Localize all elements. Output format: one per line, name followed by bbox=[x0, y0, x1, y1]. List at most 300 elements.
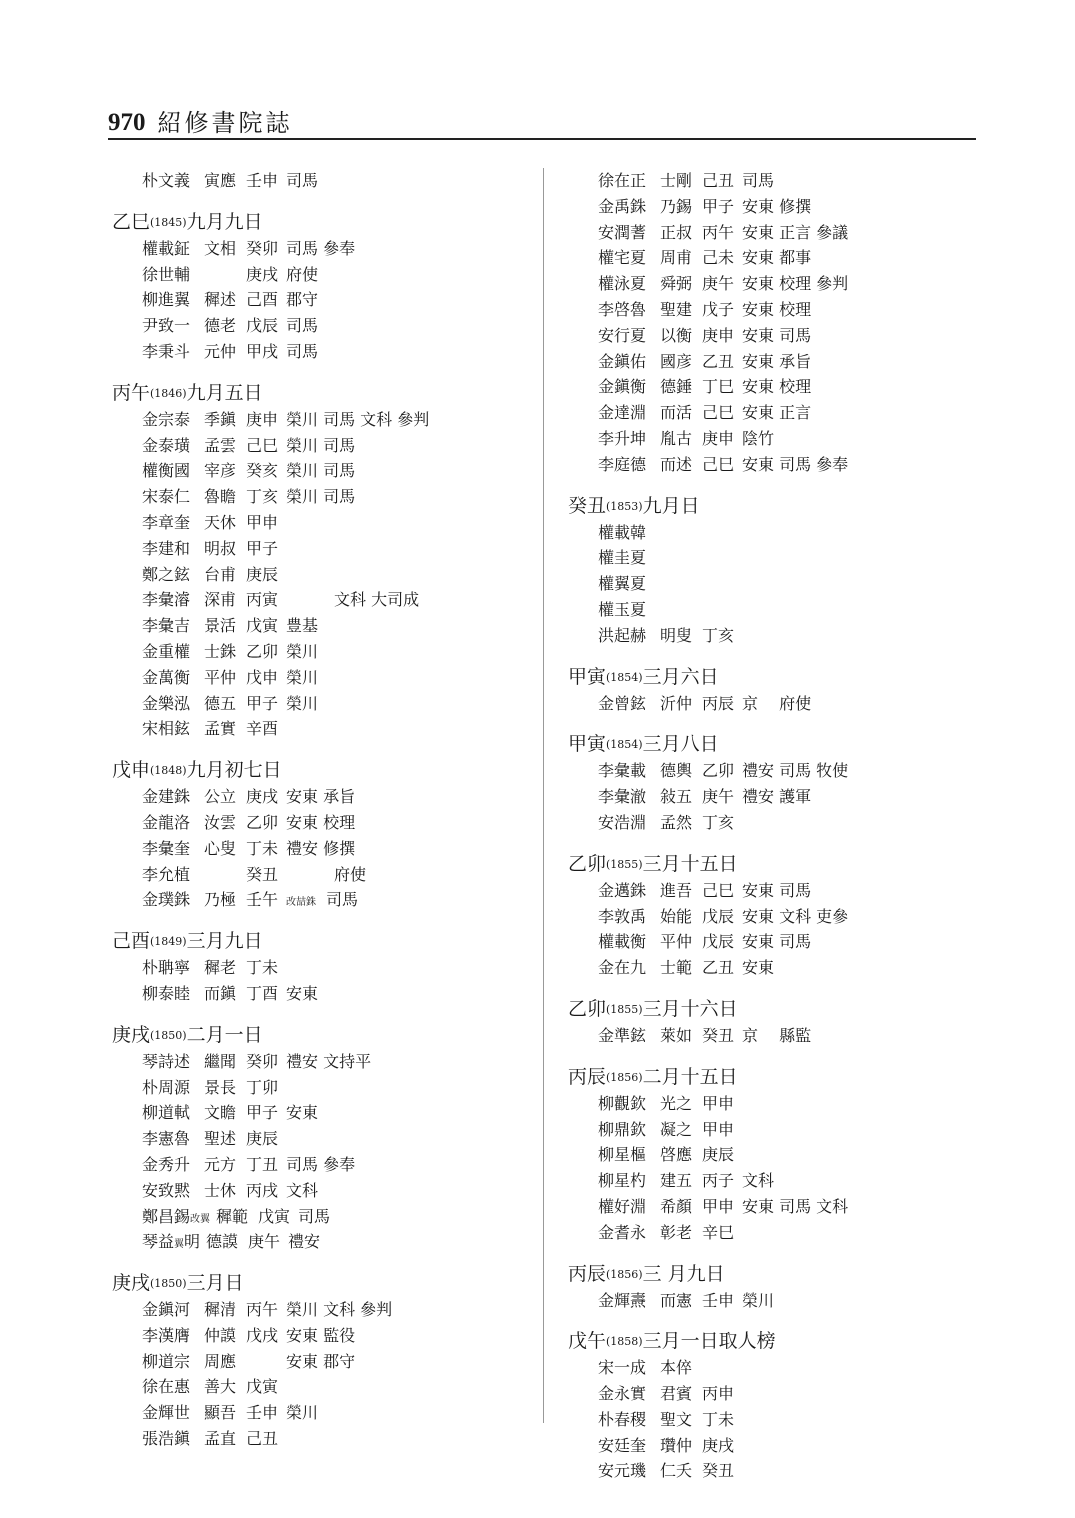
name-text: 朴聃寧 bbox=[142, 958, 191, 978]
birth-year: 乙丑 bbox=[702, 351, 735, 371]
courtesy-name: 深甫 bbox=[204, 590, 237, 610]
courtesy-name: 魯瞻 bbox=[204, 487, 237, 507]
birth-year: 戊寅 bbox=[246, 1377, 279, 1397]
entry-row bbox=[568, 929, 988, 955]
section-heading bbox=[112, 756, 532, 784]
courtesy-name: 凝之 bbox=[660, 1119, 693, 1139]
entry-row bbox=[568, 1220, 988, 1246]
birth-year: 庚戌 bbox=[702, 1435, 735, 1455]
name-text: 洪起赫 bbox=[598, 625, 647, 645]
section-heading bbox=[112, 208, 532, 236]
person-name bbox=[142, 1400, 204, 1426]
entry-row bbox=[568, 1091, 988, 1117]
courtesy-name: 而憲 bbox=[660, 1290, 693, 1310]
name-text: 權衡國 bbox=[142, 461, 191, 481]
person-name bbox=[142, 433, 204, 459]
birth-year: 戊戌 bbox=[246, 1325, 279, 1345]
name-text: 柳道軾 bbox=[142, 1103, 191, 1123]
person-name bbox=[142, 1349, 204, 1375]
entry-details: 司馬 bbox=[742, 171, 775, 190]
name-text: 金鎭河 bbox=[142, 1300, 191, 1320]
entry-row bbox=[568, 1288, 988, 1314]
person-name bbox=[142, 236, 204, 262]
birth-year: 丁亥 bbox=[246, 487, 279, 507]
courtesy-name: 穉清 bbox=[204, 1300, 237, 1320]
birth-year: 丙午 bbox=[246, 1300, 279, 1320]
name-text: 金準鉉 bbox=[598, 1025, 647, 1045]
entry-details: 豊基 bbox=[286, 616, 319, 636]
name-text: 張浩鎭 bbox=[142, 1429, 191, 1449]
section-heading bbox=[568, 492, 988, 520]
entry-details: 安東 司馬 文科 bbox=[742, 1196, 849, 1216]
person-name bbox=[142, 1178, 204, 1204]
name-text: 柳道宗 bbox=[142, 1351, 191, 1371]
birth-year: 己丑 bbox=[246, 1429, 279, 1449]
entry-row bbox=[112, 339, 532, 365]
entry-details: 榮川 bbox=[286, 1403, 319, 1423]
birth-year: 庚申 bbox=[246, 409, 279, 429]
heading-ganzhi: 甲寅 bbox=[568, 665, 607, 688]
name-text: 金璞銖 bbox=[142, 890, 191, 910]
entry-row bbox=[568, 168, 988, 194]
exam-section bbox=[568, 492, 988, 649]
section-heading bbox=[112, 1021, 532, 1049]
entry-details: 文科 bbox=[742, 1171, 775, 1191]
name-text: 宋一成 bbox=[598, 1358, 647, 1378]
courtesy-name: 周應 bbox=[204, 1351, 237, 1371]
heading-ganzhi: 丙辰 bbox=[568, 1065, 607, 1088]
exam-section bbox=[112, 208, 532, 365]
courtesy-name: 乃極 bbox=[204, 890, 237, 910]
birth-year: 庚午 bbox=[248, 1232, 281, 1252]
entry-row bbox=[112, 1349, 532, 1375]
name-text: 柳泰睦 bbox=[142, 983, 191, 1003]
entry-details: 安東 bbox=[286, 983, 319, 1003]
birth-year: 戊寅 bbox=[258, 1206, 291, 1226]
heading-year: (1846) bbox=[150, 386, 187, 400]
name-text: 李彙濬 bbox=[142, 590, 191, 610]
entry-details: 榮川 bbox=[286, 641, 319, 661]
entry-details: 榮川 bbox=[742, 1290, 775, 1310]
person-name bbox=[142, 665, 204, 691]
person-name bbox=[598, 878, 660, 904]
heading-ganzhi: 己酉 bbox=[112, 930, 151, 953]
entry-row bbox=[112, 587, 532, 613]
person-name bbox=[142, 1204, 210, 1233]
entry-details: 司馬 bbox=[298, 1206, 331, 1226]
section-heading bbox=[568, 730, 988, 758]
entry-row bbox=[112, 407, 532, 433]
exam-section bbox=[568, 663, 988, 717]
entry-row bbox=[568, 452, 988, 478]
person-name bbox=[142, 810, 204, 836]
name-text: 琴詩述 bbox=[142, 1051, 191, 1071]
courtesy-name: 明叟 bbox=[660, 625, 693, 645]
heading-year: (1849) bbox=[150, 935, 187, 949]
name-text: 金鎭佑 bbox=[598, 351, 647, 371]
courtesy-name: 孟雲 bbox=[204, 435, 237, 455]
person-name bbox=[142, 1126, 204, 1152]
courtesy-name: 建五 bbox=[660, 1171, 693, 1191]
exam-section bbox=[568, 995, 988, 1049]
person-name bbox=[142, 1100, 204, 1126]
birth-year: 癸丑 bbox=[702, 1461, 735, 1481]
column-divider bbox=[543, 168, 544, 1423]
entry-details: 禮安 司馬 牧使 bbox=[742, 761, 849, 781]
courtesy-name: 本倅 bbox=[660, 1358, 693, 1378]
name-change-note: 改喆銖 bbox=[286, 897, 316, 909]
entry-details: 安東 司馬 參奉 bbox=[742, 454, 849, 474]
courtesy-name: 宰彦 bbox=[204, 461, 237, 481]
courtesy-name: 孟實 bbox=[204, 719, 237, 739]
entry-row bbox=[112, 1100, 532, 1126]
birth-year: 戊子 bbox=[702, 299, 735, 319]
birth-year: 乙卯 bbox=[702, 761, 735, 781]
courtesy-name: 明叔 bbox=[204, 538, 237, 558]
entry-details: 安東 監役 bbox=[286, 1325, 356, 1345]
person-name bbox=[142, 691, 204, 717]
entry-row bbox=[112, 716, 532, 742]
person-name bbox=[598, 1023, 660, 1049]
exam-section bbox=[568, 850, 988, 981]
entry-row bbox=[112, 810, 532, 836]
entry-row bbox=[568, 194, 988, 220]
courtesy-name: 景長 bbox=[204, 1077, 237, 1097]
entry-details: 安東 校理 bbox=[286, 812, 356, 832]
person-name bbox=[598, 1288, 660, 1314]
name-text: 朴周源 bbox=[142, 1077, 191, 1097]
heading-date: 二月十五日 bbox=[642, 1065, 738, 1088]
entry-row bbox=[112, 1178, 532, 1204]
name-text: 金秀升 bbox=[142, 1154, 191, 1174]
name-text: 李啓魯 bbox=[598, 299, 647, 319]
entry-row bbox=[112, 1152, 532, 1178]
person-name bbox=[598, 1458, 660, 1484]
entry-row bbox=[568, 1433, 988, 1459]
birth-year: 乙卯 bbox=[246, 812, 279, 832]
entry-details: 安東 司馬 bbox=[742, 880, 812, 900]
entry-row bbox=[568, 1381, 988, 1407]
entry-row bbox=[568, 1355, 988, 1381]
entry-row bbox=[568, 271, 988, 297]
person-name bbox=[598, 1220, 660, 1246]
birth-year: 戊辰 bbox=[702, 932, 735, 952]
entry-row bbox=[112, 562, 532, 588]
birth-year: 壬申 bbox=[246, 171, 279, 190]
courtesy-name: 士休 bbox=[204, 1180, 237, 1200]
name-text: 金永實 bbox=[598, 1384, 647, 1404]
entry-row bbox=[568, 545, 988, 571]
courtesy-name: 寅應 bbox=[204, 171, 237, 190]
name-text: 金曾鉉 bbox=[598, 693, 647, 713]
person-name bbox=[598, 323, 660, 349]
birth-year: 丁未 bbox=[246, 838, 279, 858]
entry-row bbox=[568, 571, 988, 597]
entry-row bbox=[112, 862, 532, 888]
birth-year: 丙辰 bbox=[702, 693, 735, 713]
birth-year: 丁卯 bbox=[246, 1077, 279, 1097]
entry-row bbox=[568, 597, 988, 623]
person-name bbox=[142, 1229, 200, 1258]
person-name bbox=[142, 887, 204, 913]
person-name bbox=[598, 220, 660, 246]
person-name bbox=[598, 1407, 660, 1433]
entry-row bbox=[112, 433, 532, 459]
birth-year: 庚辰 bbox=[246, 564, 279, 584]
birth-year: 甲子 bbox=[246, 693, 279, 713]
courtesy-name: 穉老 bbox=[204, 958, 237, 978]
courtesy-name: 德五 bbox=[204, 693, 237, 713]
entry-row bbox=[568, 400, 988, 426]
entry-details: 京 縣監 bbox=[742, 1025, 812, 1045]
entry-details: 京 府使 bbox=[742, 693, 812, 713]
courtesy-name: 德輿 bbox=[660, 761, 693, 781]
courtesy-name: 聖文 bbox=[660, 1409, 693, 1429]
entry-row bbox=[112, 784, 532, 810]
person-name bbox=[598, 168, 660, 194]
person-name bbox=[598, 1117, 660, 1143]
heading-year: (1855) bbox=[606, 1002, 643, 1016]
courtesy-name: 季鎭 bbox=[204, 409, 237, 429]
entry-row bbox=[568, 1168, 988, 1194]
entry-details: 禮安 文持平 bbox=[286, 1051, 372, 1071]
entry-row bbox=[568, 878, 988, 904]
entry-row bbox=[112, 981, 532, 1007]
entry-details: 安東 正言 bbox=[742, 403, 812, 423]
entry-row bbox=[568, 297, 988, 323]
heading-date: 三 月九日 bbox=[642, 1262, 725, 1285]
person-name bbox=[598, 1142, 660, 1168]
entry-row bbox=[568, 784, 988, 810]
person-name bbox=[598, 297, 660, 323]
name-text: 徐在正 bbox=[598, 171, 647, 190]
entry-row bbox=[112, 1075, 532, 1101]
entry-row bbox=[568, 955, 988, 981]
name-text: 權泳夏 bbox=[598, 274, 647, 294]
heading-ganzhi: 甲寅 bbox=[568, 733, 607, 756]
courtesy-name: 胤古 bbox=[660, 428, 693, 448]
person-name bbox=[598, 374, 660, 400]
birth-year: 甲戌 bbox=[246, 341, 279, 361]
name-text: 柳觀欽 bbox=[598, 1093, 647, 1113]
person-name bbox=[598, 1355, 660, 1381]
entry-details: 安東 bbox=[742, 958, 775, 978]
entry-row bbox=[568, 1407, 988, 1433]
courtesy-name: 德錘 bbox=[660, 377, 693, 397]
birth-year: 庚戌 bbox=[246, 264, 279, 284]
heading-date: 三月一日取人榜 bbox=[642, 1330, 776, 1353]
section-heading bbox=[568, 1327, 988, 1355]
heading-ganzhi: 丙辰 bbox=[568, 1262, 607, 1285]
birth-year: 丙午 bbox=[702, 222, 735, 242]
heading-date: 三月日 bbox=[186, 1272, 244, 1295]
birth-year: 甲申 bbox=[702, 1093, 735, 1113]
entry-details: 司馬 bbox=[286, 341, 319, 361]
courtesy-name: 天休 bbox=[204, 512, 237, 532]
heading-year: (1855) bbox=[606, 857, 643, 871]
entry-details: 榮川 司馬 文科 參判 bbox=[286, 409, 430, 429]
heading-ganzhi: 癸丑 bbox=[568, 494, 607, 517]
name-text: 柳星杓 bbox=[598, 1171, 647, 1191]
courtesy-name: 台甫 bbox=[204, 564, 237, 584]
entry-row bbox=[112, 1204, 532, 1230]
person-name bbox=[598, 349, 660, 375]
courtesy-name: 德老 bbox=[204, 316, 237, 336]
entry-details: 陰竹 bbox=[742, 428, 775, 448]
heading-ganzhi: 庚戌 bbox=[112, 1023, 151, 1046]
courtesy-name: 萊如 bbox=[660, 1025, 693, 1045]
entry-row bbox=[112, 458, 532, 484]
person-name bbox=[142, 981, 204, 1007]
entry-row bbox=[568, 1023, 988, 1049]
heading-date: 二月一日 bbox=[186, 1023, 263, 1046]
exam-section bbox=[112, 927, 532, 1007]
birth-year: 辛巳 bbox=[702, 1222, 735, 1242]
birth-year: 庚午 bbox=[702, 274, 735, 294]
entry-row bbox=[568, 426, 988, 452]
name-text: 金耆永 bbox=[598, 1222, 647, 1242]
entry-details: 榮川 司馬 bbox=[286, 461, 356, 481]
heading-date: 九月日 bbox=[642, 494, 700, 517]
section-heading bbox=[112, 927, 532, 955]
entry-row bbox=[112, 639, 532, 665]
birth-year: 丁酉 bbox=[246, 983, 279, 1003]
name-text: 李建和 bbox=[142, 538, 191, 558]
name-note: 翼 bbox=[174, 1239, 185, 1251]
person-name bbox=[142, 1426, 204, 1452]
heading-year: (1850) bbox=[150, 1277, 187, 1291]
name-text: 金鎭衡 bbox=[598, 377, 647, 397]
entry-details: 司馬 參奉 bbox=[286, 238, 356, 258]
birth-year: 己酉 bbox=[246, 290, 279, 310]
name-text: 權翼夏 bbox=[598, 574, 647, 594]
birth-year: 丙寅 bbox=[246, 590, 279, 610]
courtesy-name: 聖述 bbox=[204, 1129, 237, 1149]
heading-ganzhi: 乙卯 bbox=[568, 852, 607, 875]
name-text: 李秉斗 bbox=[142, 341, 191, 361]
entry-details: 禮安 bbox=[288, 1232, 321, 1252]
heading-year: (1848) bbox=[150, 764, 187, 778]
entry-details: 安東 正言 參議 bbox=[742, 222, 849, 242]
name-text: 安致黙 bbox=[142, 1180, 191, 1200]
courtesy-name: 乃錫 bbox=[660, 196, 693, 216]
courtesy-name: 元方 bbox=[204, 1154, 237, 1174]
section-heading bbox=[568, 663, 988, 691]
name-text: 金輝世 bbox=[142, 1403, 191, 1423]
entry-details: 禮安 護軍 bbox=[742, 787, 812, 807]
heading-ganzhi: 乙卯 bbox=[568, 997, 607, 1020]
name-text: 金樂泓 bbox=[142, 693, 191, 713]
entry-row bbox=[112, 1297, 532, 1323]
entry-row bbox=[112, 536, 532, 562]
birth-year: 癸卯 bbox=[246, 238, 279, 258]
entry-details: 安東 承旨 bbox=[742, 351, 812, 371]
birth-year: 丁亥 bbox=[702, 812, 735, 832]
birth-year: 甲子 bbox=[246, 1103, 279, 1123]
entry-details: 安東 校理 bbox=[742, 377, 812, 397]
courtesy-name: 文相 bbox=[204, 238, 237, 258]
exam-section bbox=[112, 1269, 532, 1452]
person-name bbox=[142, 510, 204, 536]
exam-section bbox=[568, 168, 988, 478]
entry-row bbox=[112, 484, 532, 510]
name-text: 安潤蓍 bbox=[598, 222, 647, 242]
entry-row bbox=[112, 1323, 532, 1349]
name-text: 鄭之鉉 bbox=[142, 564, 191, 584]
entry-row bbox=[112, 955, 532, 981]
entry-row bbox=[568, 623, 988, 649]
entry-row bbox=[568, 374, 988, 400]
courtesy-name: 孟直 bbox=[204, 1429, 237, 1449]
courtesy-name: 而述 bbox=[660, 454, 693, 474]
birth-year: 丙戌 bbox=[246, 1180, 279, 1200]
courtesy-name: 繼聞 bbox=[204, 1051, 237, 1071]
courtesy-name: 啓應 bbox=[660, 1145, 693, 1165]
person-name bbox=[142, 716, 204, 742]
person-name bbox=[598, 1091, 660, 1117]
person-name bbox=[598, 520, 660, 546]
entry-details: 安東 司馬 bbox=[742, 325, 812, 345]
page-header bbox=[108, 104, 976, 140]
person-name bbox=[142, 1374, 204, 1400]
entry-details: 榮川 bbox=[286, 667, 319, 687]
entry-row bbox=[112, 168, 532, 194]
courtesy-name: 以衡 bbox=[660, 325, 693, 345]
entry-details: 文科 大司成 bbox=[286, 590, 420, 610]
person-name bbox=[142, 836, 204, 862]
heading-date: 三月六日 bbox=[642, 665, 719, 688]
entry-details: 安東 承旨 bbox=[286, 787, 356, 807]
name-text: 李章奎 bbox=[142, 512, 191, 532]
name-text: 李彙奎 bbox=[142, 838, 191, 858]
courtesy-name: 文瞻 bbox=[204, 1103, 237, 1123]
entry-row bbox=[112, 236, 532, 262]
name-text: 尹致一 bbox=[142, 316, 191, 336]
person-name bbox=[598, 597, 660, 623]
birth-year: 庚午 bbox=[702, 787, 735, 807]
birth-year: 壬申 bbox=[702, 1290, 735, 1310]
entry-row bbox=[112, 1400, 532, 1426]
birth-year: 庚申 bbox=[702, 428, 735, 448]
person-name bbox=[142, 484, 204, 510]
entry-row bbox=[112, 887, 532, 913]
birth-year: 甲申 bbox=[246, 512, 279, 532]
birth-year: 戊辰 bbox=[246, 316, 279, 336]
entry-details: 司馬 參奉 bbox=[286, 1154, 356, 1174]
person-name bbox=[142, 287, 204, 313]
entry-details: 安東 都事 bbox=[742, 248, 812, 268]
person-name bbox=[598, 426, 660, 452]
entry-row bbox=[568, 349, 988, 375]
name-text: 宋泰仁 bbox=[142, 487, 191, 507]
courtesy-name: 公立 bbox=[204, 787, 237, 807]
entry-row bbox=[568, 691, 988, 717]
courtesy-name: 仁夭 bbox=[660, 1461, 693, 1481]
section-heading bbox=[112, 1269, 532, 1297]
person-name bbox=[598, 400, 660, 426]
birth-year: 丁巳 bbox=[702, 377, 735, 397]
entry-row bbox=[568, 323, 988, 349]
heading-date: 九月九日 bbox=[186, 210, 263, 233]
birth-year: 己巳 bbox=[702, 454, 735, 474]
name-text: 金龍洛 bbox=[142, 812, 191, 832]
courtesy-name: 舜弼 bbox=[660, 274, 693, 294]
person-name bbox=[598, 545, 660, 571]
name-text: 李憲魯 bbox=[142, 1129, 191, 1149]
courtesy-name: 德謨 bbox=[206, 1232, 239, 1252]
entry-details: 府使 bbox=[286, 264, 319, 284]
birth-year: 癸丑 bbox=[246, 864, 279, 884]
